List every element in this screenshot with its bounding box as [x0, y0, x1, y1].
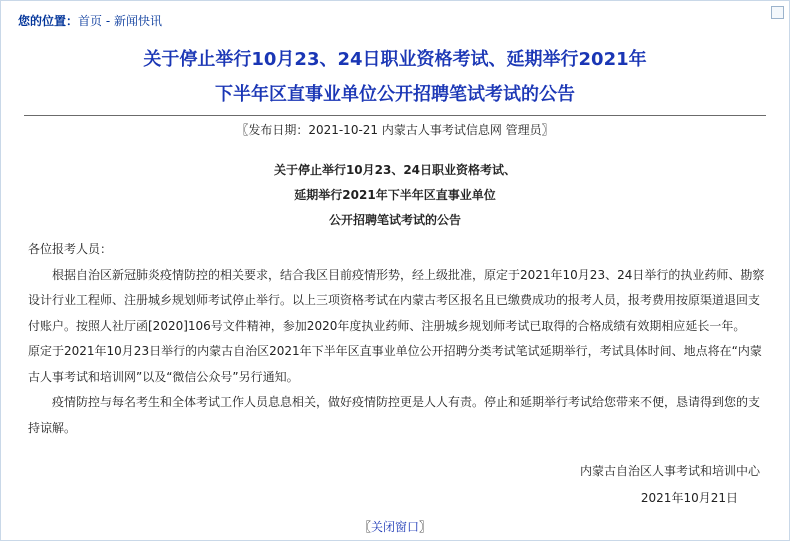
close-bracket-close: 〗 — [419, 520, 432, 534]
page-title-line2: 下半年区直事业单位公开招聘笔试考试的公告 — [215, 84, 575, 105]
subtitle-line3: 公开招聘笔试考试的公告 — [328, 213, 461, 227]
subtitle-line2: 延期举行2021年下半年区直事业单位 — [294, 188, 496, 202]
paragraph-3: 疫情防控与每名考生和全体考试工作人员息息相关，做好疫情防控更是人人有责。停止和延期举行考试给您带来不便，恳请得到您的支持谅解。 — [28, 395, 761, 435]
breadcrumb-separator: - — [102, 14, 114, 28]
title-divider — [24, 115, 766, 116]
paragraph-1: 根据自治区新冠肺炎疫情防控的相关要求，结合我区目前疫情形势，经上级批准，原定于2021年10月23、24日举行的执业药师、勘察设计行业工程师、注册城乡规划师考试停止举行。以上三项资格考试在内蒙古考区报名且已缴费成功的报考人员，报考费用按原渠道退回支付账户。按照人社厅函[2020]106号文件精神，参加2020年度执业药师、注册城乡规划师考试已取得的合格成绩有效期相应延长一年。 — [28, 267, 765, 333]
article-body — [28, 237, 770, 441]
close-bracket-open: 〖 — [358, 520, 371, 534]
corner-box — [771, 6, 784, 19]
close-window — [0, 520, 790, 534]
subtitle-line1: 关于停止举行10月23、24日职业资格考试、 — [273, 163, 517, 177]
signature-date: 2021年10月21日 — [640, 491, 738, 505]
breadcrumb — [18, 13, 162, 29]
greeting: 各位报考人员： — [28, 242, 113, 256]
breadcrumb-label: 您的位置： — [18, 14, 79, 28]
signature-organization: 内蒙古自治区人事考试和培训中心 — [579, 464, 760, 478]
breadcrumb-home-link[interactable]: 首页 — [78, 14, 103, 28]
breadcrumb-section-link[interactable]: 新闻快讯 — [114, 14, 163, 28]
paragraph-2: 原定于2021年10月23日举行的内蒙古自治区2021年下半年区直事业单位公开招聘分类考试笔试延期举行，考试具体时间、地点将在“内蒙古人事考试和培训网”以及“微信公众号”另行通知。 — [28, 344, 762, 384]
publish-meta: 〖发布日期：2021-10-21 内蒙古人事考试信息网 管理员〗 — [236, 123, 554, 137]
page-title-line1: 关于停止举行10月23、24日职业资格考试、延期举行2021年 — [143, 49, 647, 70]
close-window-link[interactable]: 关闭窗口 — [370, 520, 419, 534]
